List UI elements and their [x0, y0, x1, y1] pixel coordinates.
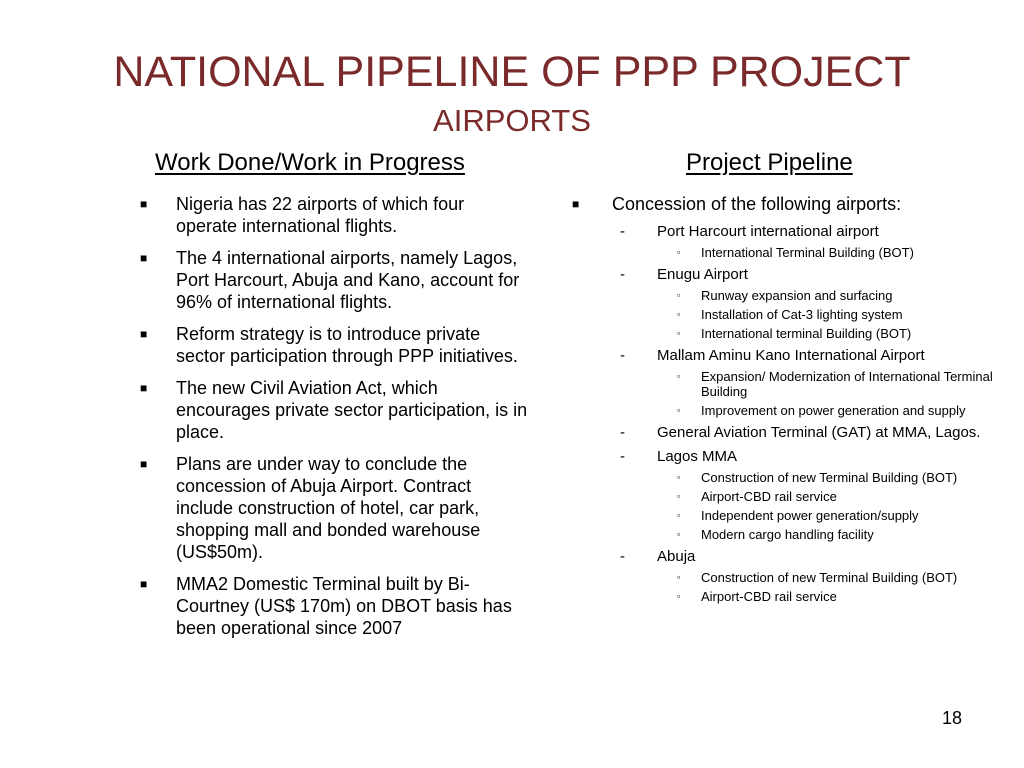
hollow-square-bullet-icon: ▫	[677, 405, 681, 415]
airport-project-text: International Terminal Building (BOT)	[701, 245, 914, 260]
work-done-list	[140, 193, 530, 649]
project-pipeline-list	[572, 193, 1002, 610]
airport-list	[572, 223, 1002, 604]
airport-project-list	[572, 369, 1002, 418]
airport-project-item	[572, 403, 1002, 418]
work-done-item	[140, 323, 530, 367]
dash-bullet-icon: -	[620, 548, 625, 565]
airport-name: Lagos MMA	[657, 448, 738, 465]
airport-project-text: Runway expansion and surfacing	[701, 288, 893, 303]
hollow-square-bullet-icon: ▫	[677, 572, 681, 582]
work-done-item-text: Reform strategy is to introduce private sector participation through PPP initiatives.	[176, 324, 518, 366]
airport-project-text: Installation of Cat-3 lighting system	[701, 307, 903, 322]
work-done-item	[140, 573, 530, 639]
airport-item	[572, 223, 1002, 241]
square-bullet-icon: ■	[140, 251, 148, 265]
airport-project-item	[572, 470, 1002, 485]
airport-item	[572, 266, 1002, 284]
airport-project-text: Modern cargo handling facility	[701, 527, 874, 542]
dash-bullet-icon: -	[620, 223, 625, 240]
work-done-item	[140, 247, 530, 313]
airport-project-text: Expansion/ Modernization of International Terminal Building	[701, 369, 993, 399]
airport-item	[572, 448, 1002, 466]
airport-project-list	[572, 245, 1002, 260]
airport-item	[572, 347, 1002, 365]
airport-project-text: Airport-CBD rail service	[701, 589, 837, 604]
square-bullet-icon: ■	[140, 381, 148, 395]
airport-project-text: International terminal Building (BOT)	[701, 326, 912, 341]
airport-name: Enugu Airport	[657, 266, 748, 283]
airport-project-item	[572, 326, 1002, 341]
work-done-item-text: Nigeria has 22 airports of which four operate international flights.	[176, 194, 465, 236]
work-done-item-text: MMA2 Domestic Terminal built by Bi-Courtney (US$ 170m) on DBOT basis has been operational since 2007	[176, 574, 512, 638]
airport-item	[572, 424, 1002, 442]
work-done-item-text: The 4 international airports, namely Lagos, Port Harcourt, Abuja and Kano, account for 96% of international flights.	[176, 248, 520, 312]
airport-project-text: Independent power generation/supply	[701, 508, 919, 523]
work-done-item	[140, 193, 530, 237]
square-bullet-icon: ■	[572, 197, 580, 211]
right-column-heading: Project Pipeline	[686, 149, 853, 176]
airport-project-item	[572, 508, 1002, 523]
hollow-square-bullet-icon: ▫	[677, 591, 681, 601]
hollow-square-bullet-icon: ▫	[677, 510, 681, 520]
airport-item	[572, 548, 1002, 566]
airport-project-text: Airport-CBD rail service	[701, 489, 837, 504]
work-done-item-text: Plans are under way to conclude the concession of Abuja Airport. Contract include construction of hotel, car park, shopping mall and bonded warehouse (US$50m).	[176, 454, 481, 562]
dash-bullet-icon: -	[620, 347, 625, 364]
airport-project-text: Improvement on power generation and supply	[701, 403, 966, 418]
work-done-item	[140, 377, 530, 443]
airport-project-item	[572, 489, 1002, 504]
page-number: 18	[941, 708, 962, 728]
slide-subtitle: AIRPORTS	[433, 103, 591, 138]
pipeline-intro-text: Concession of the following airports:	[612, 194, 902, 214]
dash-bullet-icon: -	[620, 424, 625, 441]
hollow-square-bullet-icon: ▫	[677, 290, 681, 300]
work-done-item	[140, 453, 530, 563]
airport-project-item	[572, 307, 1002, 322]
slide-title: NATIONAL PIPELINE OF PPP PROJECT	[113, 48, 911, 96]
hollow-square-bullet-icon: ▫	[677, 328, 681, 338]
dash-bullet-icon: -	[620, 448, 625, 465]
airport-project-item	[572, 245, 1002, 260]
pipeline-intro-item	[572, 193, 1002, 215]
airport-name: Abuja	[657, 548, 696, 565]
airport-project-item	[572, 527, 1002, 542]
airport-project-list	[572, 288, 1002, 341]
airport-name: General Aviation Terminal (GAT) at MMA, Lagos.	[657, 424, 981, 441]
airport-project-list	[572, 570, 1002, 604]
square-bullet-icon: ■	[140, 197, 148, 211]
airport-project-item	[572, 369, 1002, 399]
hollow-square-bullet-icon: ▫	[677, 309, 681, 319]
airport-project-list	[572, 470, 1002, 542]
square-bullet-icon: ■	[140, 457, 148, 471]
square-bullet-icon: ■	[140, 327, 148, 341]
dash-bullet-icon: -	[620, 266, 625, 283]
airport-project-item	[572, 288, 1002, 303]
airport-project-text: Construction of new Terminal Building (BOT)	[701, 470, 958, 485]
hollow-square-bullet-icon: ▫	[677, 529, 681, 539]
hollow-square-bullet-icon: ▫	[677, 472, 681, 482]
left-column-heading: Work Done/Work in Progress	[155, 149, 465, 176]
airport-project-text: Construction of new Terminal Building (BOT)	[701, 570, 958, 585]
hollow-square-bullet-icon: ▫	[677, 247, 681, 257]
airport-name: Mallam Aminu Kano International Airport	[657, 347, 925, 364]
airport-project-item	[572, 570, 1002, 585]
airport-project-item	[572, 589, 1002, 604]
hollow-square-bullet-icon: ▫	[677, 371, 681, 381]
hollow-square-bullet-icon: ▫	[677, 491, 681, 501]
airport-name: Port Harcourt international airport	[657, 223, 879, 240]
work-done-item-text: The new Civil Aviation Act, which encourages private sector participation, is in place.	[176, 378, 528, 442]
square-bullet-icon: ■	[140, 577, 148, 591]
